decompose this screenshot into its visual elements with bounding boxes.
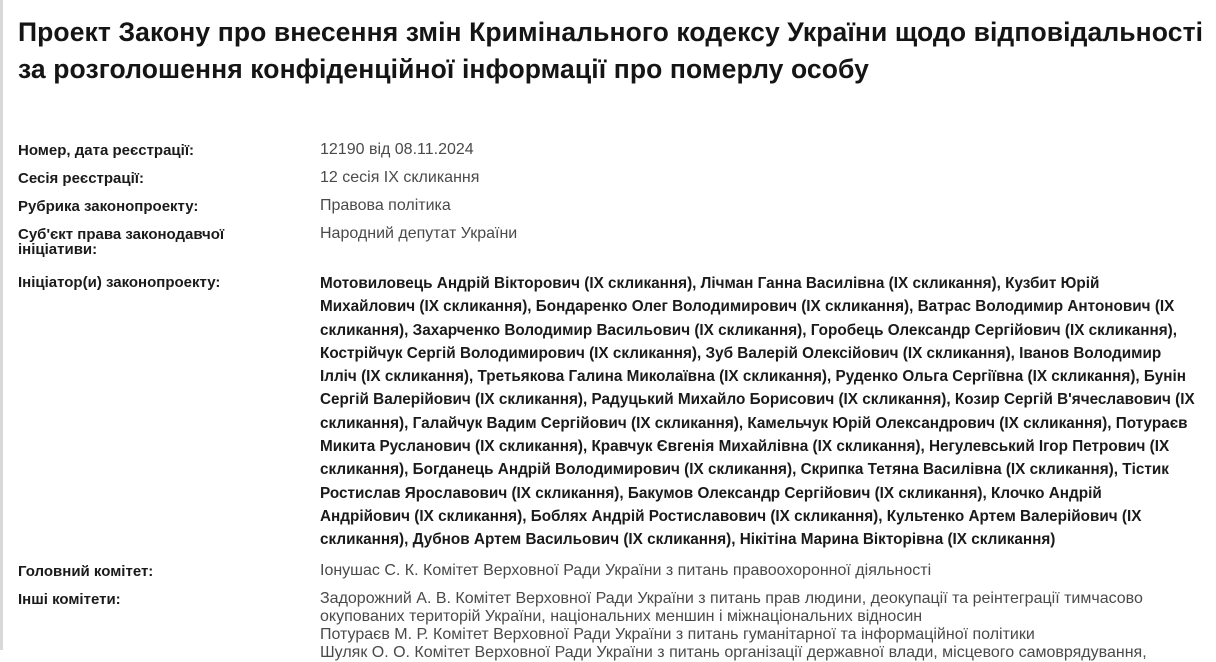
subject-value: Народний депутат України: [320, 225, 518, 242]
other-committee-item: Потураєв М. Р. Комітет Верховної Ради України з питань гуманітарної та інформаційної політики: [320, 626, 1035, 643]
reg-number-label: Номер, дата реєстрації:: [18, 142, 195, 159]
bill-card: [18, 14, 1208, 661]
reg-number-value: 12190 від 08.11.2024: [320, 141, 474, 158]
initiators-label: Ініціатор(и) законопроекту:: [18, 274, 221, 291]
session-value: 12 сесія IX скликання: [320, 169, 480, 186]
session-label: Сесія реєстрації:: [18, 170, 144, 187]
rubric-value: Правова політика: [320, 197, 451, 214]
main-committee-label: Головний комітет:: [18, 563, 154, 580]
other-committees-label: Інші комітети:: [18, 591, 121, 608]
other-committee-item: Задорожний А. В. Комітет Верховної Ради України з питань прав людини, деокупації та реінтеграції тимчасово окупованих територій України, національних меншин і міжнаціональних відносин: [320, 590, 1143, 625]
other-committee-item: Шуляк О. О. Комітет Верховної Ради України з питань організації державної влади, місцевого самоврядування,: [320, 644, 1147, 661]
initiators-list: Мотовиловець Андрій Вікторович (IX скликання), Лічман Ганна Василівна (IX скликання), Кузбит Юрій Михайлович (IX скликання), Бондаренко Олег Володимирович (IX скликання), Ватрас Володимир Антонович (IX скликання), Захарченко Володимир Васильович (IX скликання), Горобець Олександр Сергійович (IX скликання), Кострійчук Сергій Володимирович (IX скликання), Зуб Валерій Олексійович (IX скликання), Іванов Володимир Ілліч (IX скликання), Третьякова Галина Миколаївна (IX скликання), Руденко Ольга Сергіївна (IX скликання), Бунін Сергій Валерійович (IX скликання), Радуцький Михайло Борисович (IX скликання), Козир Сергій В'ячеславович (IX скликання), Галайчук Вадим Сергійович (IX скликання), Камельчук Юрій Олександрович (IX скликання), Потураєв Микита Русланович (IX скликання), Кравчук Євгенія Михайлівна (IX скликання), Негулевський Ігор Петрович (IX скликання), Богданець Андрій Володимирович (IX скликання), Скрипка Тетяна Василівна (IX скликання), Тістик Ростислав Ярославович (IX скликання), Бакумов Олександр Сергійович (IX скликання), Клочко Андрій Андрійович (IX скликання), Боблях Андрій Ростиславович (IX скликання), Культенко Артем Валерійович (IX скликання), Дубнов Артем Васильович (IX скликання), Нікітіна Марина Вікторівна (IX скликання): [320, 275, 1195, 549]
page-left-border: [0, 0, 3, 650]
main-committee-value: Іонушас С. К. Комітет Верховної Ради України з питань правоохоронної діяльності: [320, 562, 932, 579]
page-title: Проект Закону про внесення змін Кримінального кодексу України щодо відповідальності за розголошення конфіденційної інформації про померлу особу: [18, 17, 1204, 84]
subject-label: Суб'єкт права законодавчої ініціативи:: [18, 226, 225, 258]
rubric-label: Рубрика законопроекту:: [18, 198, 199, 215]
other-committees-list: [320, 590, 1200, 662]
